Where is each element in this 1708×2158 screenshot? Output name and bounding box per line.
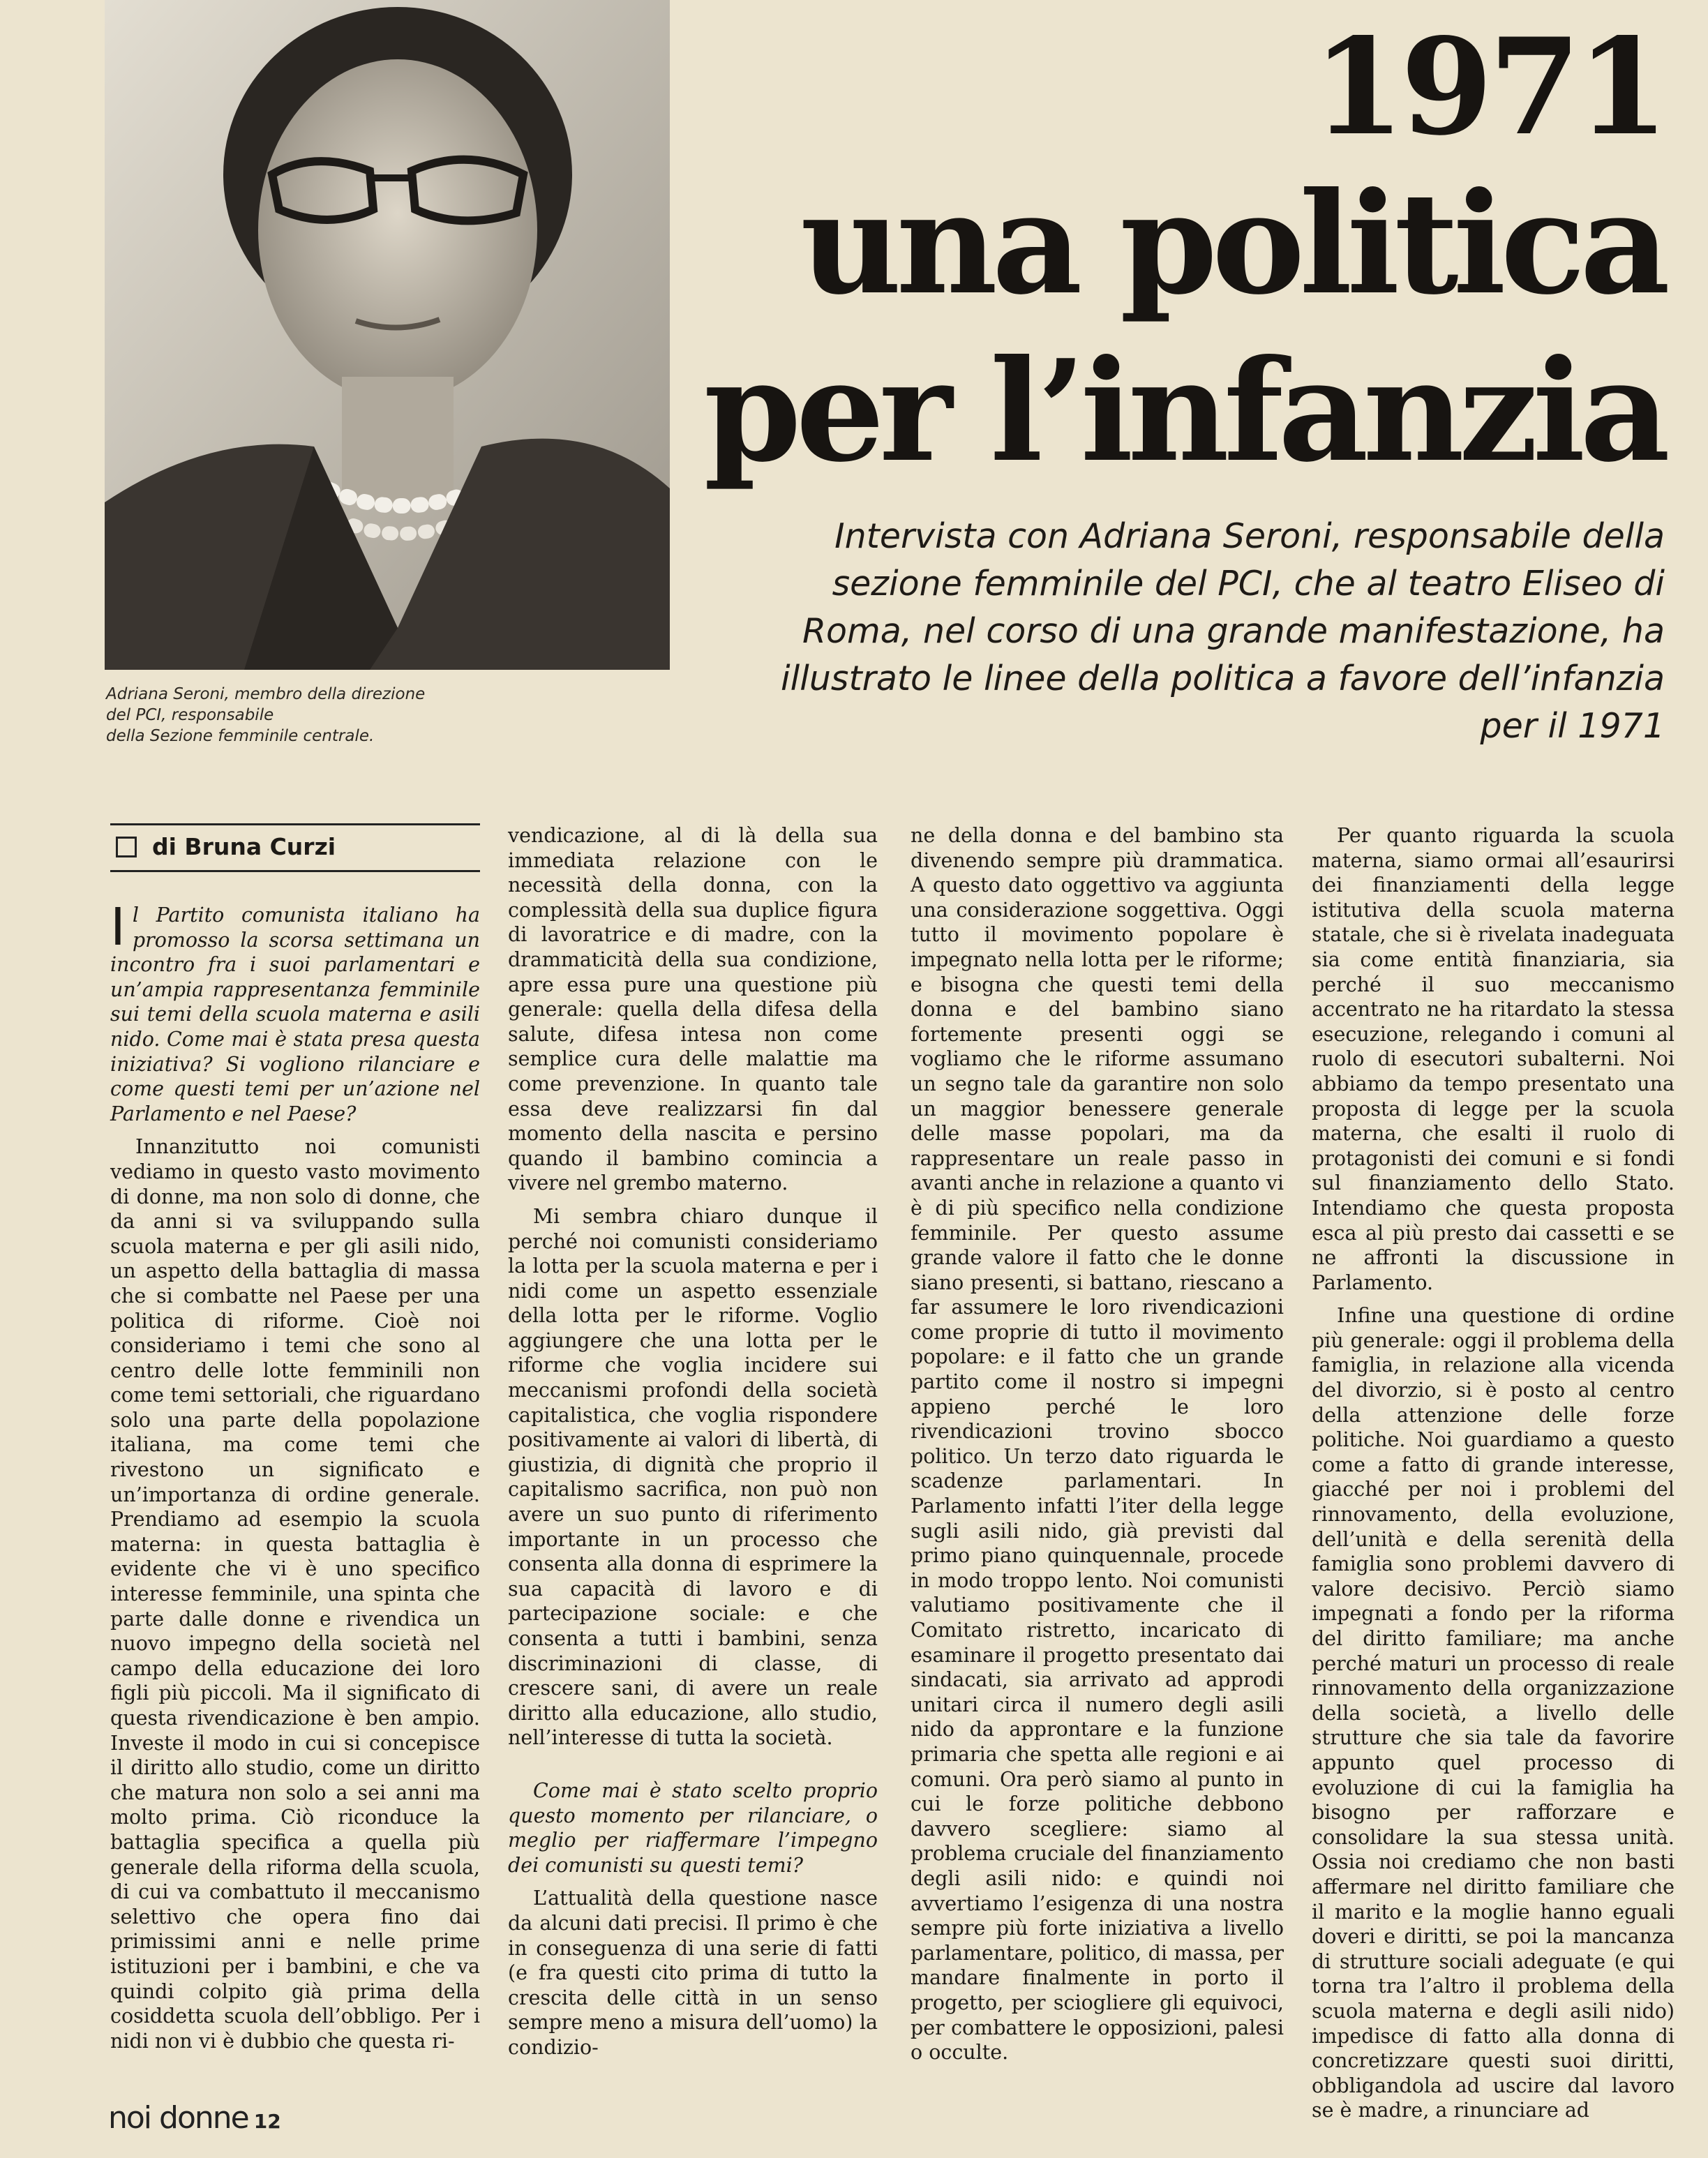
paragraph: vendicazione, al di là della sua immediata relazione con le necessità della donna, con la complessità della sua duplice figura di lavoratrice e di madre, con la drammaticità della sua condizione, apre essa pure una questione più generale: quella della difesa della salute, difesa intesa non come semplice cura delle malattie ma come prevenzione. In quanto tale essa deve realizzarsi fin dal momento della nascita e persino quando il bambino comincia a vivere nel grembo materno. xyxy=(508,824,878,1195)
photo-caption: Adriana Seroni, membro della direzione del PCI, responsabile della Sezione femminile centrale. xyxy=(106,685,426,745)
column-1 xyxy=(110,823,480,2079)
intro-question xyxy=(110,897,480,1126)
portrait-illustration xyxy=(105,0,670,670)
drop-cap: I xyxy=(110,897,126,957)
article-deck: Intervista con Adriana Seroni, responsabile della sezione femminile del PCI, che al teatro Eliseo di Roma, nel corso di una grande manifestazione, ha illustrato le linee della politica a favore dell’infanzia per il 1971 xyxy=(781,516,1665,746)
paragraph: Infine una questione di ordine più generale: oggi il problema della famiglia, in relazione alla vicenda del divorzio, si è posto al centro della attenzione delle forze politiche. Noi guardiamo a questo come a fatto di grande interesse, giacché per noi i problemi del rinnovamento, della evoluzione, dell’unità e della serenità della famiglia sono problemi davvero di valore decisivo. Perciò siamo impegnati a fondo per la riforma del diritto familiare; ma anche perché maturi un processo di reale rinnovamento della organizzazione della società, a livello delle strutture che sia tale da favorire appunto quel processo di evoluzione di cui la famiglia ha bisogno per rafforzare e consolidare la sua stessa unità. Ossia noi crediamo che non basti affermare nel diritto familiare che il marito e la moglie hanno eguali doveri e diritti, se poi la mancanza di strutture sociali adeguate (e qui torna tra l’altro il problema della scuola materna e degli asili nido) impedisce di fatto alla donna di concretizzare questi suoi diritti, obbligandola ad uscire dal lavoro se è madre, a rinunciare ad xyxy=(1312,1304,1675,2122)
portrait-photo xyxy=(105,0,670,670)
column-4 xyxy=(1312,823,1675,2122)
interview-question: Come mai è stato scelto proprio questo momento per rilanciare, o meglio per riaffermare l’impegno dei comunisti su questi temi? xyxy=(508,1778,878,1877)
headline-line-2: una politica xyxy=(800,162,1665,326)
column-2 xyxy=(508,823,878,2079)
headline-year: 1971 xyxy=(1312,9,1665,165)
intro-text: l Partito comunista italiano ha promosso la scorsa settimana un incontro fra i suoi parlamentari e un’ampia rappresentanza femminile sui temi della scuola materna e asili nido. Come mai è stata presa questa iniziativa? Si vogliono rilanciare e come questi temi per un’azione nel Parlamento e nel Paese? xyxy=(110,904,480,1125)
byline-box xyxy=(110,823,480,872)
paragraph: ne della donna e del bambino sta divenendo sempre più drammatica. A questo dato oggettivo va aggiunta una considerazione soggettiva. Oggi tutto il movimento popolare è impegnato nella lotta per le riforme; e bisogna che questi temi della donna e del bambino siano fortemente presenti oggi se vogliamo che le riforme assumano un segno tale da garantire non solo un maggior benessere generale delle masse popolari, ma da rappresentare un reale passo in avanti anche in relazione a quanto vi è di più specifico nella condizione femminile. Per questo assume grande valore il fatto che le donne siano presenti, si battano, riescano a far assumere le loro rivendicazioni come proprie di tutto il movimento popolare: e il fatto che un grande partito come il nostro si impegni appieno perché le loro rivendicazioni trovino sbocco politico. Un terzo dato riguarda le scadenze parlamentari. In Parlamento infatti l’iter della legge sugli asili nido, già previsti dal primo piano quinquennale, procede in modo troppo lento. Noi comunisti valutiamo positivamente che il Comitato ristretto, incaricato di esaminare il progetto presentato dai sindacati, sia arrivato ad approdi unitari circa il numero degli asili nido da approntare e la funzione primaria che spetta alle regioni e ai comuni. Ora però siamo al punto in cui le forze politiche debbono davvero scegliere: siamo al problema cruciale del finanziamento degli asili nido: e quindi noi avvertiamo l’esigenza di una nostra sempre più forte iniziativa a livello parlamentare, politico, di massa, per mandare finalmente in porto il progetto, per sciogliere gli equivoci, per combattere le opposizioni, palesi o occulte. xyxy=(911,824,1284,2065)
paragraph: L’attualità della questione nasce da alcuni dati precisi. Il primo è che in conseguenza di una serie di fatti (e fra questi cito prima di tutto la crescita delle città in un senso sempre meno a misura dell’uomo) la condizio- xyxy=(508,1887,878,2059)
masthead-logo: noi donne xyxy=(108,2100,248,2136)
byline: di Bruna Curzi xyxy=(152,833,336,861)
paragraph: Per quanto riguarda la scuola materna, siamo ormai all’esaurirsi dei finanziamenti della legge istitutiva della scuola materna statale, che si è rivelata inadeguata sia come entità finanziaria, sia perché il suo meccanismo accentrato ne ha ritardato la stessa esecuzione, relegando i comuni al ruolo di esecutori subalterni. Noi abbiamo da tempo presentato una proposta di legge per la scuola materna, che esalti il ruolo di protagonisti dei comuni e si fondi sul finanziamento dello Stato. Intendiamo che questa proposta esca al più presto dai cassetti e se ne affronti la discussione in Parlamento. xyxy=(1312,824,1675,1294)
paragraph: Innanzitutto noi comunisti vediamo in questo vasto movimento di donne, ma non solo di donne, che da anni si va sviluppando sulla scuola materna e per gli asili nido, un aspetto della battaglia di massa che si combatte nel Paese per una politica di riforme. Cioè noi consideriamo i temi che sono al centro delle lotte femminili non come temi settoriali, che riguardano solo una parte della popolazione italiana, ma come temi che rivestono un significato e un’importanza di ordine generale. Prendiamo ad esempio la scuola materna: in questa battaglia è evidente che vi è uno specifico interesse femminile, una spinta che parte dalle donne e rivendica un nuovo impegno della società nel campo della educazione dei loro figli più piccoli. Ma il significato di questa rivendicazione è ben ampio. Investe il modo in cui si concepisce il diritto allo studio, come un diritto che matura non solo a sei anni ma molto prima. Ciò riconduce la battaglia specifica a quella più generale della riforma della scuola, di cui va combattuto il meccanismo selettivo che opera fino dai primissimi anni e nelle prime istituzioni per i bambini, e che va quindi colpito già prima della cosiddetta scuola dell’obbligo. Per i nidi non vi è dubbio che questa ri- xyxy=(110,1135,480,2053)
column-3 xyxy=(911,823,1284,2079)
page-footer xyxy=(108,2100,281,2136)
paragraph: Mi sembra chiaro dunque il perché noi comunisti consideriamo la lotta per la scuola materna e per i nidi come un aspetto essenziale della lotta per le riforme. Voglio aggiungere che una lotta per le riforme che voglia incidere sui meccanismi profondi della società capitalistica, che voglia rispondere positivamente ai valori di libertà, di giustizia, di dignità che proprio il capitalismo sacrifica, non può non avere un suo punto di riferimento importante in un processo che consenta alla donna di esprimere la sua capacità di lavoro e di partecipazione sociale: e che consenta a tutti i bambini, senza discriminazioni di classe, di crescere sani, di avere un reale diritto alla educazione, allo studio, nell’interesse di tutta la società. xyxy=(508,1204,878,1750)
square-icon xyxy=(116,837,137,857)
headline xyxy=(674,9,1665,495)
page-number: 12 xyxy=(253,2110,281,2133)
headline-line-3: per l’infanzia xyxy=(703,329,1665,493)
